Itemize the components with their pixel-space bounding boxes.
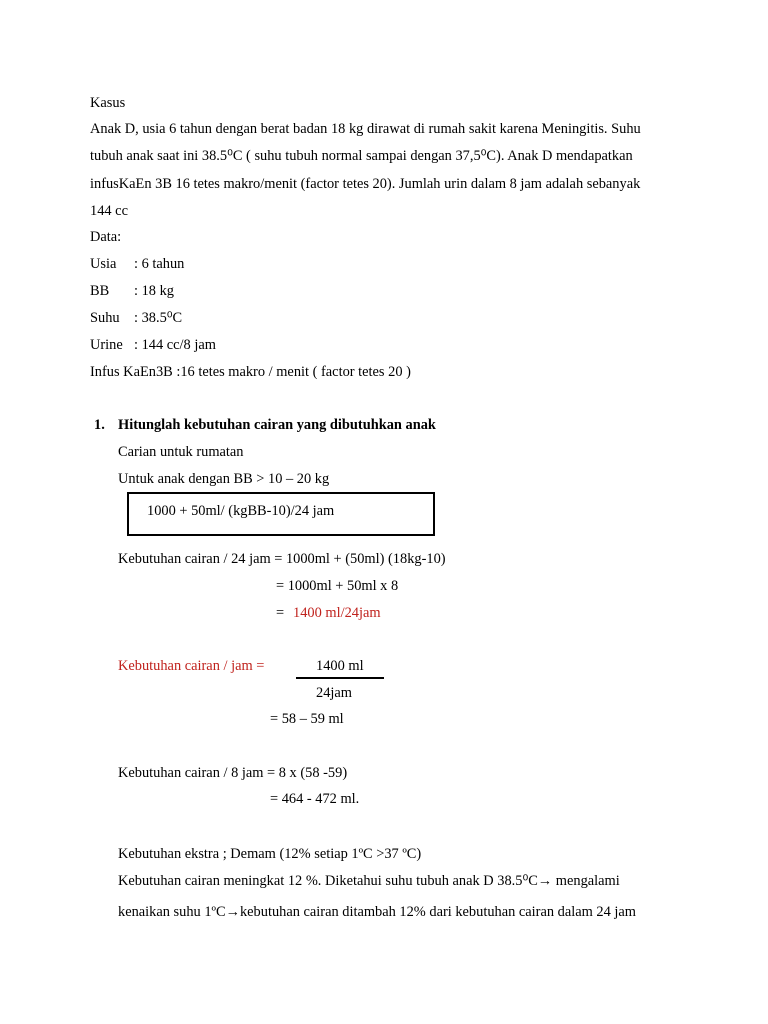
case-line-4: 144 cc bbox=[90, 203, 128, 219]
calc-hour-numerator: 1400 ml bbox=[316, 658, 364, 674]
case-line-2: tubuh anak saat ini 38.5⁰C ( suhu tubuh normal sampai dengan 37,5⁰C). Anak D mendapatkan bbox=[90, 148, 633, 164]
calc-hour-result: = 58 – 59 ml bbox=[270, 711, 344, 727]
calc8-line-1: Kebutuhan cairan / 8 jam = 8 x (58 -59) bbox=[118, 765, 348, 781]
extra-line-3: kenaikan suhu 1ºC→kebutuhan cairan ditambah 12% dari kebutuhan cairan dalam 24 jam bbox=[118, 904, 636, 920]
data-key-suhu: Suhu bbox=[90, 310, 120, 326]
question-title: Hitunglah kebutuhan cairan yang dibutuhkan anak bbox=[118, 417, 436, 433]
data-key-usia: Usia bbox=[90, 256, 117, 272]
calc-hour-label: Kebutuhan cairan / jam = bbox=[118, 658, 265, 674]
heading-kasus: Kasus bbox=[90, 95, 126, 111]
data-value-bb: : 18 kg bbox=[134, 283, 174, 299]
calc24-result: 1400 ml/24jam bbox=[293, 605, 381, 621]
data-key-urine: Urine bbox=[90, 337, 123, 353]
extra-line-1: Kebutuhan ekstra ; Demam (12% setiap 1ºC >37 ºC) bbox=[118, 846, 422, 862]
fraction-bar bbox=[296, 677, 384, 679]
formula-text: 1000 + 50ml/ (kgBB-10)/24 jam bbox=[147, 503, 335, 519]
calc24-line-3-eq: = bbox=[276, 605, 285, 621]
data-label: Data: bbox=[90, 229, 122, 245]
calc-hour-denominator: 24jam bbox=[316, 685, 352, 701]
calc8-line-2: = 464 - 472 ml. bbox=[270, 791, 360, 807]
data-key-bb: BB bbox=[90, 283, 110, 299]
calc24-line-2: = 1000ml + 50ml x 8 bbox=[276, 578, 399, 594]
data-value-suhu: : 38.5⁰C bbox=[134, 310, 183, 326]
untuk-anak: Untuk anak dengan BB > 10 – 20 kg bbox=[118, 471, 330, 487]
calc24-line-1: Kebutuhan cairan / 24 jam = 1000ml + (50ml) (18kg-10) bbox=[118, 551, 446, 567]
extra-line-2: Kebutuhan cairan meningkat 12 %. Diketahui suhu tubuh anak D 38.5⁰C→ mengalami bbox=[118, 873, 620, 889]
infus-line: Infus KaEn3B :16 tetes makro / menit ( factor tetes 20 ) bbox=[90, 364, 411, 380]
data-value-usia: : 6 tahun bbox=[134, 256, 185, 272]
case-line-3: infusKaEn 3B 16 tetes makro/menit (factor tetes 20). Jumlah urin dalam 8 jam adalah sebanyak bbox=[90, 176, 641, 192]
question-number: 1. bbox=[94, 417, 105, 433]
case-line-1: Anak D, usia 6 tahun dengan berat badan 18 kg dirawat di rumah sakit karena Meningitis. Suhu bbox=[90, 121, 641, 137]
cairan-rumatan: Carian untuk rumatan bbox=[118, 444, 244, 460]
data-value-urine: : 144 cc/8 jam bbox=[134, 337, 216, 353]
